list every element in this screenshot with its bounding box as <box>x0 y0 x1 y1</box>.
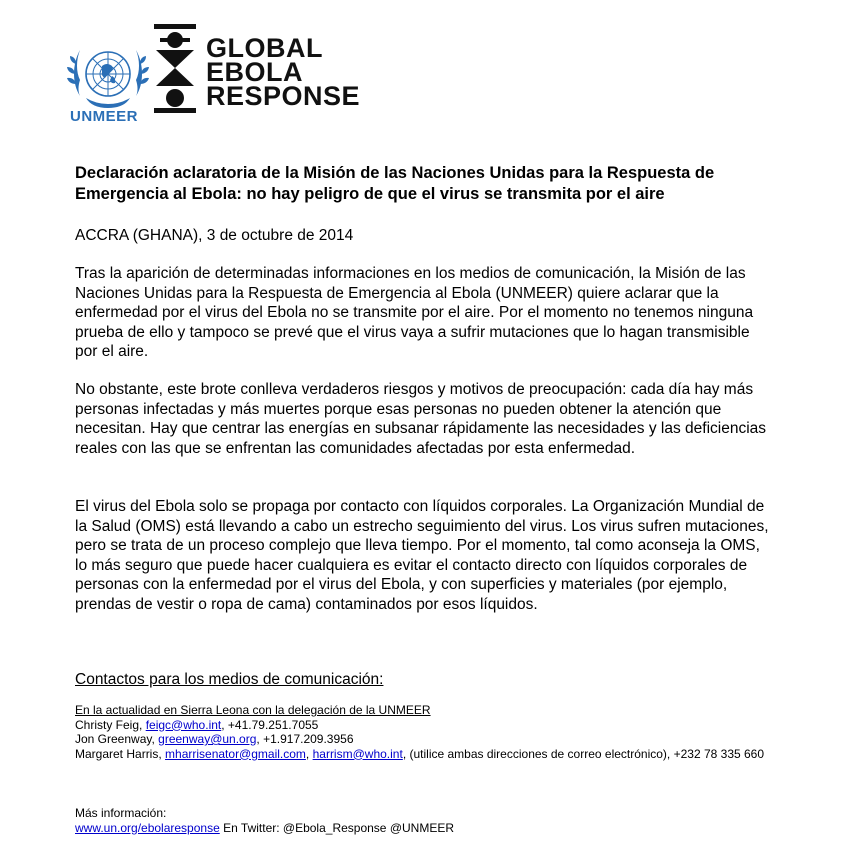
email-link-greenway[interactable]: greenway@un.org <box>158 732 257 746</box>
twitter-handles: En Twitter: @Ebola_Response @UNMEER <box>219 820 454 835</box>
paragraph-2: No obstante, este brote conlleva verdaderos riesgos y motivos de preocupación: cada día hay más personas infectadas y más muertes porque esas personas no pueden obtener la atención que necesitan. Hay que centrar las energías en subsanar rápidamente las necesidades y las deficiencias reales con las que se enfrentan las comunidades afectadas por esta enfermedad. <box>75 381 767 457</box>
brand-line-2: EBOLA <box>206 57 303 87</box>
header-logos <box>66 22 361 126</box>
email-link-harrism[interactable]: harrism@who.int <box>312 746 403 761</box>
dateline: ACCRA (GHANA), 3 de octubre de 2014 <box>75 227 354 244</box>
more-info-line <box>75 821 775 836</box>
contact-phone: , +41.79.251.7055 <box>221 717 319 732</box>
brand-line-1: GLOBAL <box>206 33 323 63</box>
email-link-feigc[interactable]: feigc@who.int <box>145 717 222 732</box>
contacts-block <box>75 703 775 761</box>
ebola-response-url-link[interactable]: www.un.org/ebolaresponse <box>75 820 220 835</box>
contact-name: Christy Feig, <box>75 717 146 732</box>
more-info-block <box>75 806 775 835</box>
brand-line-3: RESPONSE <box>206 81 361 111</box>
more-info-label: Más información: <box>75 806 167 820</box>
contact-jon-greenway <box>75 732 775 747</box>
contacts-heading: Contactos para los medios de comunicación: <box>75 671 384 688</box>
unmeer-label: UNMEER <box>70 108 139 125</box>
email-link-mharrisenator[interactable]: mharrisenator@gmail.com <box>165 746 306 761</box>
contact-phone: , +1.917.209.3956 <box>256 732 354 746</box>
contact-christy-feig <box>75 718 775 733</box>
global-ebola-response-wordmark <box>206 33 361 111</box>
contact-name: Margaret Harris, <box>75 746 166 761</box>
paragraph-1: Tras la aparición de determinadas informaciones en los medios de comunicación, la Misión de las Naciones Unidas para la Respuesta de Emergencia al Ebola (UNMEER) quiere aclarar que la enfermedad por el virus del Ebola no se transmite por el aire. Por el momento no tenemos ninguna prueba de ello y tampoco se prevé que el virus vaya a sufrir mutaciones que lo hagan transmisible por el aire. <box>75 265 754 360</box>
contact-name: Jon Greenway, <box>75 732 159 746</box>
contact-details: , (utilice ambas direcciones de correo electrónico), +232 78 335 660 <box>402 746 765 761</box>
contact-separator: , <box>305 746 313 761</box>
contact-margaret-harris <box>75 747 775 762</box>
paragraph-3: El virus del Ebola solo se propaga por contacto con líquidos corporales. La Organización Mundial de la Salud (OMS) está llevando a cabo un estrecho seguimiento del virus. Los virus sufren mutaciones, pero se trata de un proceso complejo que lleva tiempo. Por el momento, tal como aconseja la OMS, lo más seguro que puede hacer cualquiera es evitar el contacto directo con líquidos corporales de personas con la enfermedad por el virus del Ebola, y con superficies y materiales (por ejemplo, prendas de vestir o ropa de cama) contaminados por esos líquidos. <box>75 498 769 613</box>
un-emblem-icon <box>66 34 150 118</box>
document-title: Declaración aclaratoria de la Misión de las Naciones Unidas para la Respuesta de Emergencia al Ebola: no hay peligro de que el virus se transmita por el aire <box>75 164 715 203</box>
contacts-subheading: En la actualidad en Sierra Leona con la delegación de la UNMEER <box>75 703 431 717</box>
global-ebola-response-mark-icon <box>154 22 196 114</box>
